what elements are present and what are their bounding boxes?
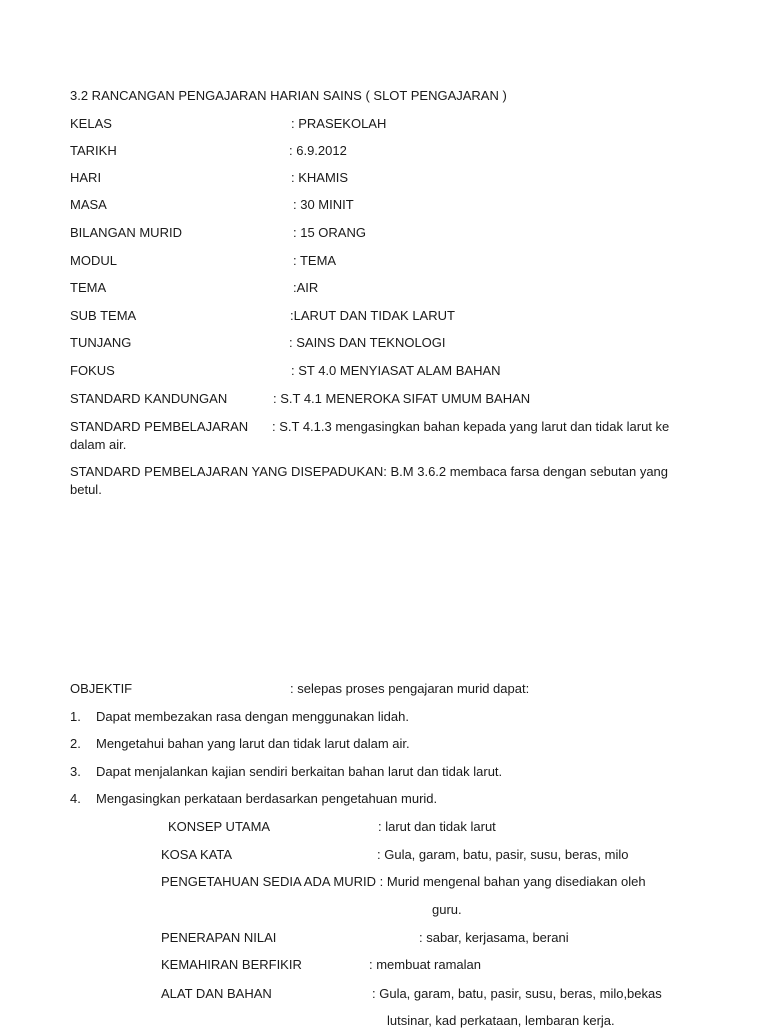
detail-value-tarikh: : 6.9.2012 <box>289 143 347 158</box>
alat-dan-bahan-continuation: lutsinar, kad perkataan, lembaran kerja. <box>387 1013 615 1028</box>
document-title: 3.2 RANCANGAN PENGAJARAN HARIAN SAINS ( SLOT PENGAJARAN ) <box>70 88 507 103</box>
detail-label-masa: MASA <box>70 197 107 212</box>
detail-label-standard-kandungan: STANDARD KANDUNGAN <box>70 391 228 406</box>
kemahiran-berfikir-value: : membuat ramalan <box>369 957 481 972</box>
objektif-item-text: Dapat menjalankan kajian sendiri berkaitan bahan larut dan tidak larut. <box>96 764 503 779</box>
kemahiran-berfikir-label: KEMAHIRAN BERFIKIR <box>161 957 302 972</box>
detail-value-masa: : 30 MINIT <box>293 197 354 212</box>
detail-value-hari: : KHAMIS <box>291 170 349 185</box>
detail-label-standard-pembelajaran: STANDARD PEMBELAJARAN <box>70 419 249 434</box>
objektif-item-number: 4. <box>70 791 81 806</box>
detail-label-tema: TEMA <box>70 280 107 295</box>
objektif-item-text: Mengetahui bahan yang larut dan tidak larut dalam air. <box>96 736 410 751</box>
detail-label-sub-tema: SUB TEMA <box>70 308 137 323</box>
detail-value-tema: :AIR <box>293 280 319 295</box>
objektif-label: OBJEKTIF <box>70 681 133 696</box>
objektif-value: : selepas proses pengajaran murid dapat: <box>290 681 530 696</box>
alat-dan-bahan-label: ALAT DAN BAHAN <box>161 986 272 1001</box>
penerapan-nilai-label: PENERAPAN NILAI <box>161 930 277 945</box>
detail-value-tunjang: : SAINS DAN TEKNOLOGI <box>289 335 446 350</box>
detail-value-fokus: : ST 4.0 MENYIASAT ALAM BAHAN <box>291 363 501 378</box>
pengetahuan-sedia-ada-continuation: guru. <box>432 902 462 917</box>
detail-label-tarikh: TARIKH <box>70 143 117 158</box>
detail-label-modul: MODUL <box>70 253 117 268</box>
detail-value-bilangan-murid: : 15 ORANG <box>293 225 366 240</box>
objektif-item-text: Dapat membezakan rasa dengan menggunakan lidah. <box>96 709 409 724</box>
standard-pembelajaran-disepadukan: STANDARD PEMBELAJARAN YANG DISEPADUKAN: B.M 3.6.2 membaca farsa dengan sebutan yang <box>70 464 669 479</box>
standard-pembelajaran-disepadukan-continuation: betul. <box>70 482 102 497</box>
detail-value-sub-tema: :LARUT DAN TIDAK LARUT <box>290 308 455 323</box>
detail-value-standard-pembelajaran: : S.T 4.1.3 mengasingkan bahan kepada yang larut dan tidak larut ke <box>272 419 670 434</box>
penerapan-nilai-value: : sabar, kerjasama, berani <box>419 930 569 945</box>
detail-value-modul: : TEMA <box>293 253 337 268</box>
detail-value-kelas: : PRASEKOLAH <box>291 116 387 131</box>
detail-label-kelas: KELAS <box>70 116 112 131</box>
detail-label-fokus: FOKUS <box>70 363 115 378</box>
konsep-utama-label: KONSEP UTAMA <box>168 819 271 834</box>
detail-label-tunjang: TUNJANG <box>70 335 132 350</box>
konsep-utama-value: : larut dan tidak larut <box>378 819 496 834</box>
pengetahuan-sedia-ada: PENGETAHUAN SEDIA ADA MURID : Murid mengenal bahan yang disediakan oleh <box>161 874 646 889</box>
detail-label-bilangan-murid: BILANGAN MURID <box>70 225 182 240</box>
detail-value-standard-kandungan: : S.T 4.1 MENEROKA SIFAT UMUM BAHAN <box>273 391 531 406</box>
kosa-kata-label: KOSA KATA <box>161 847 233 862</box>
detail-label-hari: HARI <box>70 170 102 185</box>
objektif-item-text: Mengasingkan perkataan berdasarkan pengetahuan murid. <box>96 791 438 806</box>
objektif-item-number: 1. <box>70 709 81 724</box>
objektif-item-number: 2. <box>70 736 81 751</box>
alat-dan-bahan-value: : Gula, garam, batu, pasir, susu, beras, milo,bekas <box>372 986 662 1001</box>
standard-pembelajaran-continuation: dalam air. <box>70 437 127 452</box>
objektif-item-number: 3. <box>70 764 81 779</box>
kosa-kata-value: : Gula, garam, batu, pasir, susu, beras, milo <box>377 847 629 862</box>
